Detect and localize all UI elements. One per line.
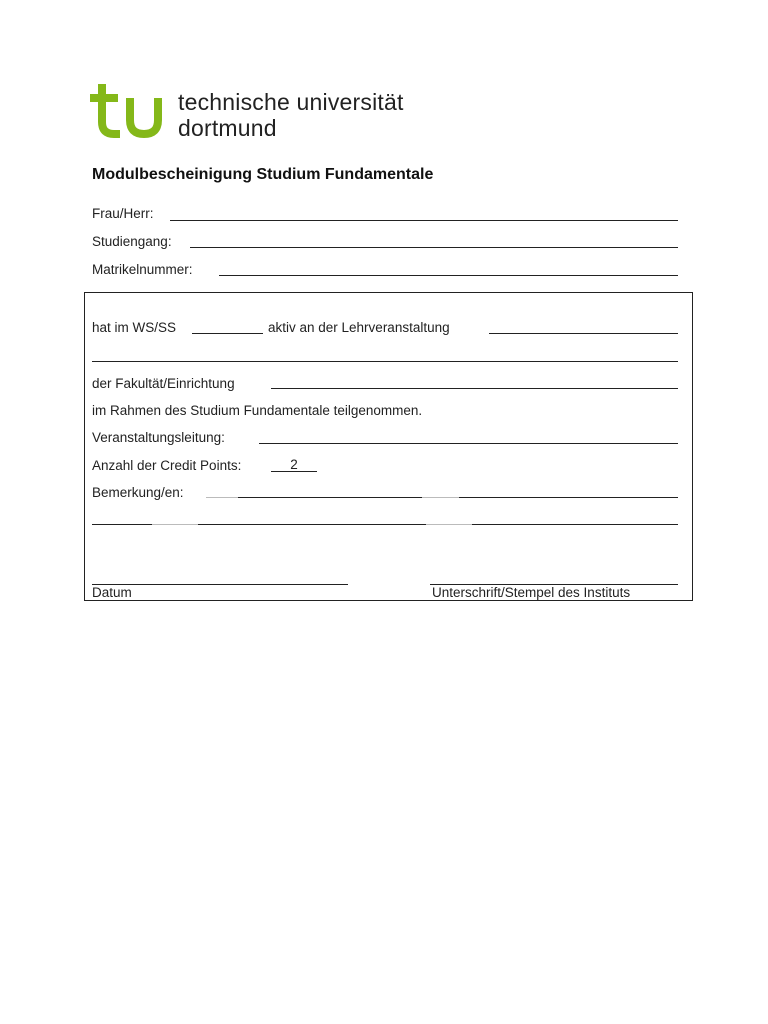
lead-label: Veranstaltungsleitung: <box>92 430 225 445</box>
university-name-line2: dortmund <box>178 115 277 141</box>
lead-field[interactable] <box>259 443 678 444</box>
credits-field[interactable] <box>271 471 317 472</box>
course-field[interactable] <box>489 333 678 334</box>
remarks-field-segment <box>422 497 459 498</box>
remarks-field-segment <box>206 497 238 498</box>
program-label: Studiengang: <box>92 234 172 249</box>
remarks-field-segment <box>426 524 472 525</box>
semester-field[interactable] <box>192 333 263 334</box>
remarks-field-segment <box>152 524 198 525</box>
certificate-box <box>84 292 693 601</box>
course-label: aktiv an der Lehrveranstaltung <box>268 320 450 335</box>
participation-text: im Rahmen des Studium Fundamentale teilgenommen. <box>92 403 423 418</box>
university-name-line1: technische universität <box>178 89 404 115</box>
remarks-continued-field-3[interactable] <box>472 524 678 525</box>
name-field[interactable] <box>170 220 678 221</box>
matrikel-field[interactable] <box>219 275 678 276</box>
tu-logo-icon <box>90 84 166 140</box>
credits-value: 2 <box>290 457 298 472</box>
matrikel-label: Matrikelnummer: <box>92 262 193 277</box>
semester-label: hat im WS/SS <box>92 320 177 335</box>
remarks-field-2[interactable] <box>459 497 678 498</box>
faculty-label: der Fakultät/Einrichtung <box>92 376 235 391</box>
remarks-label: Bemerkung/en: <box>92 485 184 500</box>
credits-label: Anzahl der Credit Points: <box>92 458 242 473</box>
remarks-continued-field[interactable] <box>92 524 152 525</box>
name-label: Frau/Herr: <box>92 206 154 221</box>
university-name <box>178 89 404 141</box>
page-title: Modulbescheinigung Studium Fundamentale <box>92 166 434 183</box>
remarks-continued-field-2[interactable] <box>198 524 426 525</box>
program-field[interactable] <box>190 247 678 248</box>
remarks-field[interactable] <box>238 497 422 498</box>
faculty-field[interactable] <box>271 388 678 389</box>
date-label: Datum <box>92 585 132 600</box>
course-field-continued[interactable] <box>92 361 678 362</box>
signature-label: Unterschrift/Stempel des Instituts <box>432 585 631 600</box>
